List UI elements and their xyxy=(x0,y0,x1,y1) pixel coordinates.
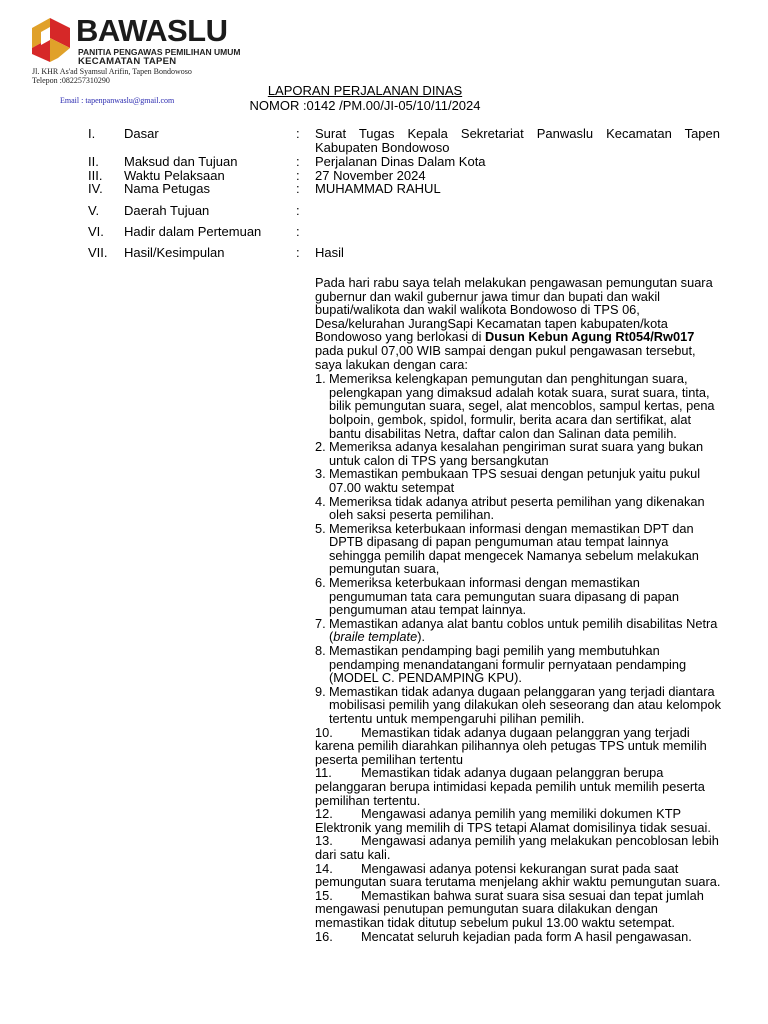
item-number: 16. xyxy=(315,928,333,944)
item-number: 3. xyxy=(315,466,326,482)
list-item xyxy=(315,644,721,685)
list-item xyxy=(315,726,721,767)
item-text: Mengawasi adanya pemilih yang melakukan pencoblosan lebih dari satu kali. xyxy=(315,833,719,862)
list-item xyxy=(315,807,721,834)
row-colon: : xyxy=(296,168,300,183)
row-value: 27 November 2024 xyxy=(315,168,426,183)
row-number: V. xyxy=(88,203,100,218)
row-value: Perjalanan Dinas Dalam Kota xyxy=(315,154,486,169)
row-colon: : xyxy=(296,203,300,218)
row-label: Hadir dalam Pertemuan xyxy=(124,224,262,239)
list-item xyxy=(315,930,721,944)
email-line: Email : tapenpanwaslu@gmail.com xyxy=(60,96,175,105)
row-number: VI. xyxy=(88,224,104,239)
row-value: Hasil xyxy=(315,245,344,260)
row-number: I. xyxy=(88,126,96,141)
item-text: Memeriksa keterbukaan informasi dengan memastikan pengumuman tata cara pemungutan suara dipasang di papan pengumuman atau tempat lainnya. xyxy=(329,575,680,618)
row-number: II. xyxy=(88,154,99,169)
list-item xyxy=(315,522,721,576)
item-number: 8. xyxy=(315,643,326,659)
item-number: 13. xyxy=(315,833,333,849)
intro-paragraph xyxy=(315,276,721,371)
intro-text: Pada hari rabu saya telah melakukan pengawasan pemungutan suara gubernur dan wakil gubernur jawa timur dan bupati dan wakil bupati/walikota dan wakil walikota Bondowoso di TPS 06, Desa/kelurahan JurangSapi Kecamatan tapen kabupaten/kota Bondowoso yang berlokasi di xyxy=(315,275,713,345)
row-label: Maksud dan Tujuan xyxy=(124,154,238,169)
row-colon: : xyxy=(296,245,300,260)
list-item xyxy=(315,834,721,861)
row-colon: : xyxy=(296,181,300,196)
item-number: 12. xyxy=(315,806,333,822)
list-item xyxy=(315,889,721,930)
phone-line: Telepon :082257310290 xyxy=(32,76,110,85)
item-number: 9. xyxy=(315,683,326,699)
item-number: 15. xyxy=(315,887,333,903)
item-text: Memastikan bahwa surat suara sisa sesuai dan tepat jumlah mengawasi penutupan pemungutan suara dilakukan dengan memastikan tidak ditutup sebelum pukul 13.00 waktu setempat. xyxy=(315,887,704,930)
item-text: Memastikan adanya alat bantu coblos untuk pemilih disabilitas Netra ( xyxy=(329,615,718,645)
intro-location: Dusun Kebun Agung Rt054/Rw017 xyxy=(485,329,695,345)
row-label: Nama Petugas xyxy=(124,181,210,196)
row-number: VII. xyxy=(88,245,108,260)
row-label: Dasar xyxy=(124,126,159,141)
item-number: 4. xyxy=(315,493,326,509)
item-text: Memastikan pendamping bagi pemilih yang membutuhkan pendamping menandatangani formulir pernyataan pendamping (MODEL C. PENDAMPING KPU). xyxy=(329,643,687,686)
item-number: 10. xyxy=(315,724,333,740)
address-line: Jl. KHR As'ad Syamsul Arifin, Tapen Bondowoso xyxy=(32,67,192,76)
item-number: 11. xyxy=(315,765,332,781)
row-number: III. xyxy=(88,168,103,183)
letterhead xyxy=(28,13,288,105)
row-label: Daerah Tujuan xyxy=(124,203,210,218)
row-label: Hasil/Kesimpulan xyxy=(124,245,225,260)
row-colon: : xyxy=(296,224,300,239)
list-item xyxy=(315,685,721,726)
list-item xyxy=(315,372,721,440)
report-title: LAPORAN PERJALANAN DINAS xyxy=(267,83,463,98)
bawaslu-logo-icon xyxy=(28,14,74,66)
row-value: MUHAMMAD RAHUL xyxy=(315,181,441,196)
row-colon: : xyxy=(296,154,300,169)
list-item xyxy=(315,467,721,494)
item-number: 5. xyxy=(315,520,326,536)
list-item xyxy=(315,862,721,889)
list-item xyxy=(315,766,721,807)
item-text: Memastikan tidak adanya dugaan pelanggran berupa pelanggaran berupa intimidasi kepada pemilih untuk memilih peserta pemilihan tertentu. xyxy=(315,765,705,808)
report-body xyxy=(315,276,721,943)
item-text: Memastikan pembukaan TPS sesuai dengan petunjuk yaitu pukul 07.00 waktu setempat xyxy=(329,466,701,495)
procedure-list xyxy=(315,372,721,943)
item-number: 6. xyxy=(315,575,326,591)
item-text: Memeriksa kelengkapan pemungutan dan penghitungan suara, pelengkapan yang dimaksud adalah kotak suara, surat suara, tinta, bilik pemungutan suara, segel, alat mencoblos, sampul kertas, pena bolpoin, gembok, spidol, formulir, berita acara dan sertifikat, alat bantu disabilitas Netra, daftar calon dan Salinan data pemilih. xyxy=(329,371,715,441)
row-value: Surat Tugas Kepala Sekretariat Panwaslu Kecamatan Tapen Kabupaten Bondowoso xyxy=(315,126,720,155)
item-number: 1. xyxy=(315,371,326,387)
report-number: NOMOR :0142 /PM.00/JI-05/10/11/2024 xyxy=(249,98,481,113)
item-text: Mencatat seluruh kejadian pada form A hasil pengawasan. xyxy=(361,928,692,944)
item-text: Mengawasi adanya pemilih yang memiliki dokumen KTP Elektronik yang memilih di TPS tetapi Alamat domisilinya tidak sesuai. xyxy=(315,806,711,835)
brand-district: KECAMATAN TAPEN xyxy=(78,56,177,67)
item-number: 14. xyxy=(315,860,333,876)
row-label: Waktu Pelaksaan xyxy=(124,168,225,183)
item-text: Mengawasi adanya potensi kekurangan surat pada saat pemungutan suara terutama menjelang akhir waktu pemungutan suara. xyxy=(315,860,721,890)
brand-subtitle: PANITIA PENGAWAS PEMILIHAN UMUM xyxy=(78,47,241,57)
item-number: 2. xyxy=(315,439,326,455)
item-number: 7. xyxy=(315,615,326,631)
row-number: IV. xyxy=(88,181,103,196)
list-item xyxy=(315,495,721,522)
item-italic-text: braile template xyxy=(333,629,418,645)
item-text: Memeriksa tidak adanya atribut peserta pemilihan yang dikenakan oleh saksi peserta pemilihan. xyxy=(329,493,705,523)
list-item xyxy=(315,617,721,644)
list-item xyxy=(315,440,721,467)
item-text: Memeriksa adanya kesalahan pengiriman surat suara yang bukan untuk calon di TPS yang bersangkutan xyxy=(329,439,704,468)
item-text: Memastikan tidak adanya dugaan pelanggaran yang terjadi diantara mobilisasi pemilih yang dilakukan oleh seseorang dan atau kelompok tertentu untuk mempengaruhi pilihan pemilih. xyxy=(329,683,721,726)
item-text-end: ). xyxy=(417,629,426,645)
item-text: Memeriksa keterbukaan informasi dengan memastikan DPT dan DPTB dipasang di papan pengumuman atau tempat lainnya sehingga pemilih dapat mengecek Namanya sebelum melakukan pemungutan suara, xyxy=(329,520,699,577)
list-item xyxy=(315,576,721,617)
intro-text-end: pada pukul 07,00 WIB sampai dengan pukul pengawasan tersebut, saya lakukan dengan cara: xyxy=(315,342,696,372)
item-text: Memastikan tidak adanya dugaan pelanggran yang terjadi karena pemilih diarahkan pilihannya oleh petugas TPS untuk memilih peserta pemilihan tertentu xyxy=(315,724,707,767)
row-colon: : xyxy=(296,126,300,141)
brand-name: BAWASLU xyxy=(76,13,228,48)
